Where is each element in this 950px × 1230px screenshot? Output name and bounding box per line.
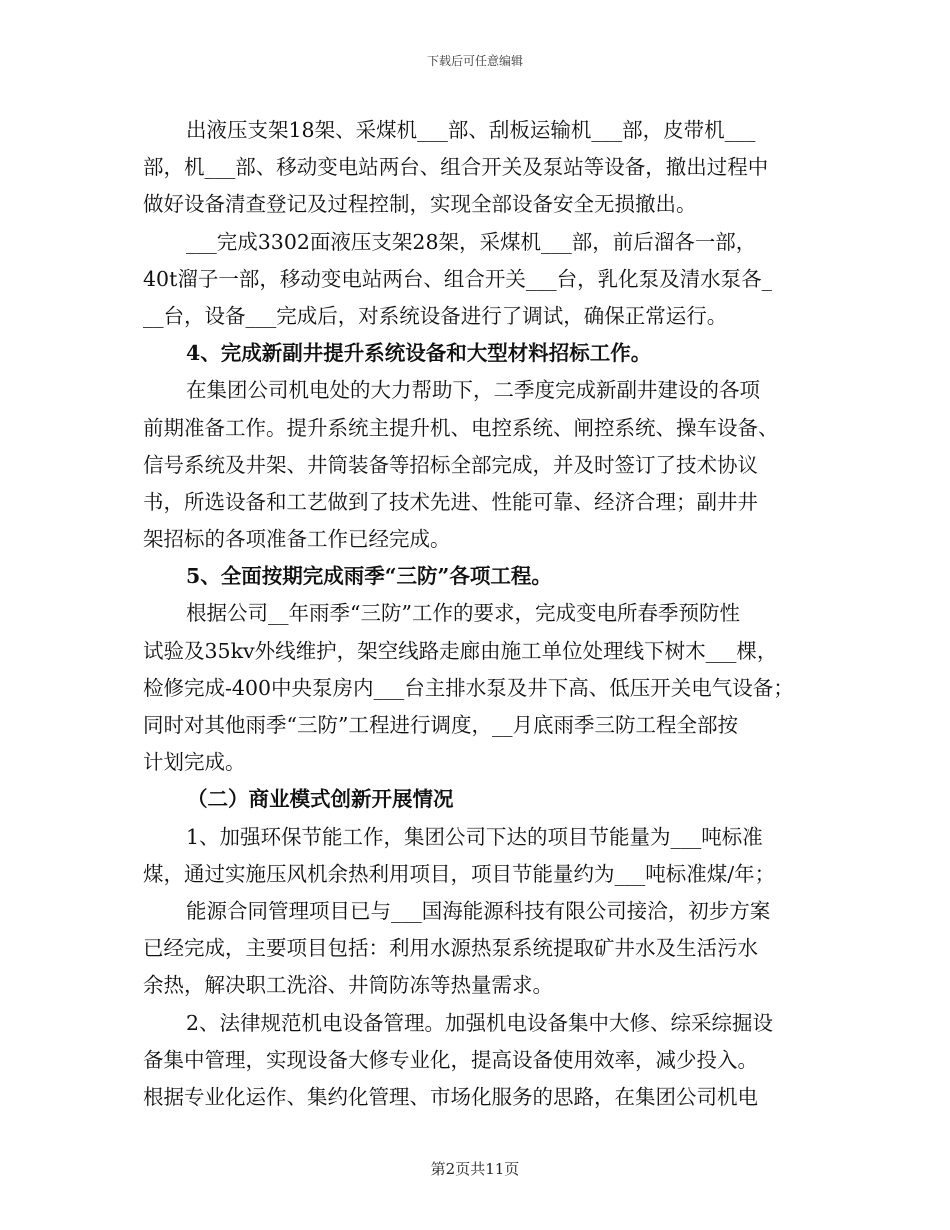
- text-line: 架招标的各项准备工作已经完成。: [143, 527, 451, 552]
- text-line: 煤，通过实施压风机余热利用项目，项目节能量约为___吨标准煤/年；: [143, 861, 776, 886]
- text-line: 检修完成-400中央泵房内___台主排水泵及井下高、低压开关电气设备；: [143, 675, 794, 700]
- text-line: ___完成3302面液压支架28架，采煤机___部，前后溜各一部，: [186, 229, 757, 254]
- section-heading: （二）商业模式创新开展情况: [187, 787, 454, 812]
- text-line: 1、加强环保节能工作，集团公司下达的项目节能量为___吨标准: [186, 824, 763, 849]
- text-line: 2、法律规范机电设备管理。加强机电设备集中大修、综采综掘设: [186, 1010, 774, 1035]
- section-heading: 4、完成新副井提升系统设备和大型材料招标工作。: [186, 341, 652, 366]
- text-line: 根据专业化运作、集约化管理、市场化服务的思路，在集团公司机电: [143, 1084, 758, 1109]
- text-line: 试验及35kv外线维护，架空线路走廊由施工单位处理线下树木___棵，: [143, 638, 778, 663]
- text-line: 部，机___部、移动变电站两台、组合开关及泵站等设备，撤出过程中: [143, 155, 769, 180]
- text-line: 根据公司__年雨季“三防”工作的要求，完成变电所春季预防性: [186, 601, 740, 626]
- text-line: 余热，解决职工洗浴、井筒防冻等热量需求。: [143, 973, 553, 998]
- page-header: 下载后可任意编辑: [426, 54, 523, 68]
- page-footer: 第2页共11页: [430, 1160, 520, 1178]
- document-body: [143, 112, 808, 1116]
- text-line: 备集中管理，实现设备大修专业化，提高设备使用效率，减少投入。: [143, 1047, 758, 1072]
- text-line: 做好设备清查登记及过程控制，实现全部设备安全无损撤出。: [143, 192, 697, 217]
- text-line: 能源合同管理项目已与___国海能源科技有限公司接洽，初步方案: [186, 898, 771, 923]
- text-line: 计划完成。: [143, 750, 246, 775]
- text-line: 同时对其他雨季“三防”工程进行调度，__月底雨季三防工程全部按: [143, 713, 738, 737]
- text-line: 出液压支架18架、采煤机___部、刮板运输机___部，皮带机___: [186, 118, 756, 142]
- text-line: 前期准备工作。提升系统主提升机、电控系统、闸控系统、操车设备、: [143, 415, 779, 440]
- text-line: 40t溜子一部，移动变电站两台、组合开关___台，乳化泵及清水泵各_: [143, 266, 772, 291]
- text-line: 书，所选设备和工艺做到了技术先进、性能可靠、经济合理；副井井: [143, 489, 758, 514]
- text-line: __台，设备___完成后，对系统设备进行了调试，确保正常运行。: [143, 303, 728, 328]
- section-heading: 5、全面按期完成雨季“三防”各项工程。: [186, 564, 552, 589]
- text-line: 已经完成，主要项目包括：利用水源热泵系统提取矿井水及生活污水: [143, 936, 758, 961]
- text-line: 信号系统及井架、井筒装备等招标全部完成，并及时签订了技术协议: [143, 452, 758, 477]
- text-line: 在集团公司机电处的大力帮助下，二季度完成新副井建设的各项: [186, 378, 760, 403]
